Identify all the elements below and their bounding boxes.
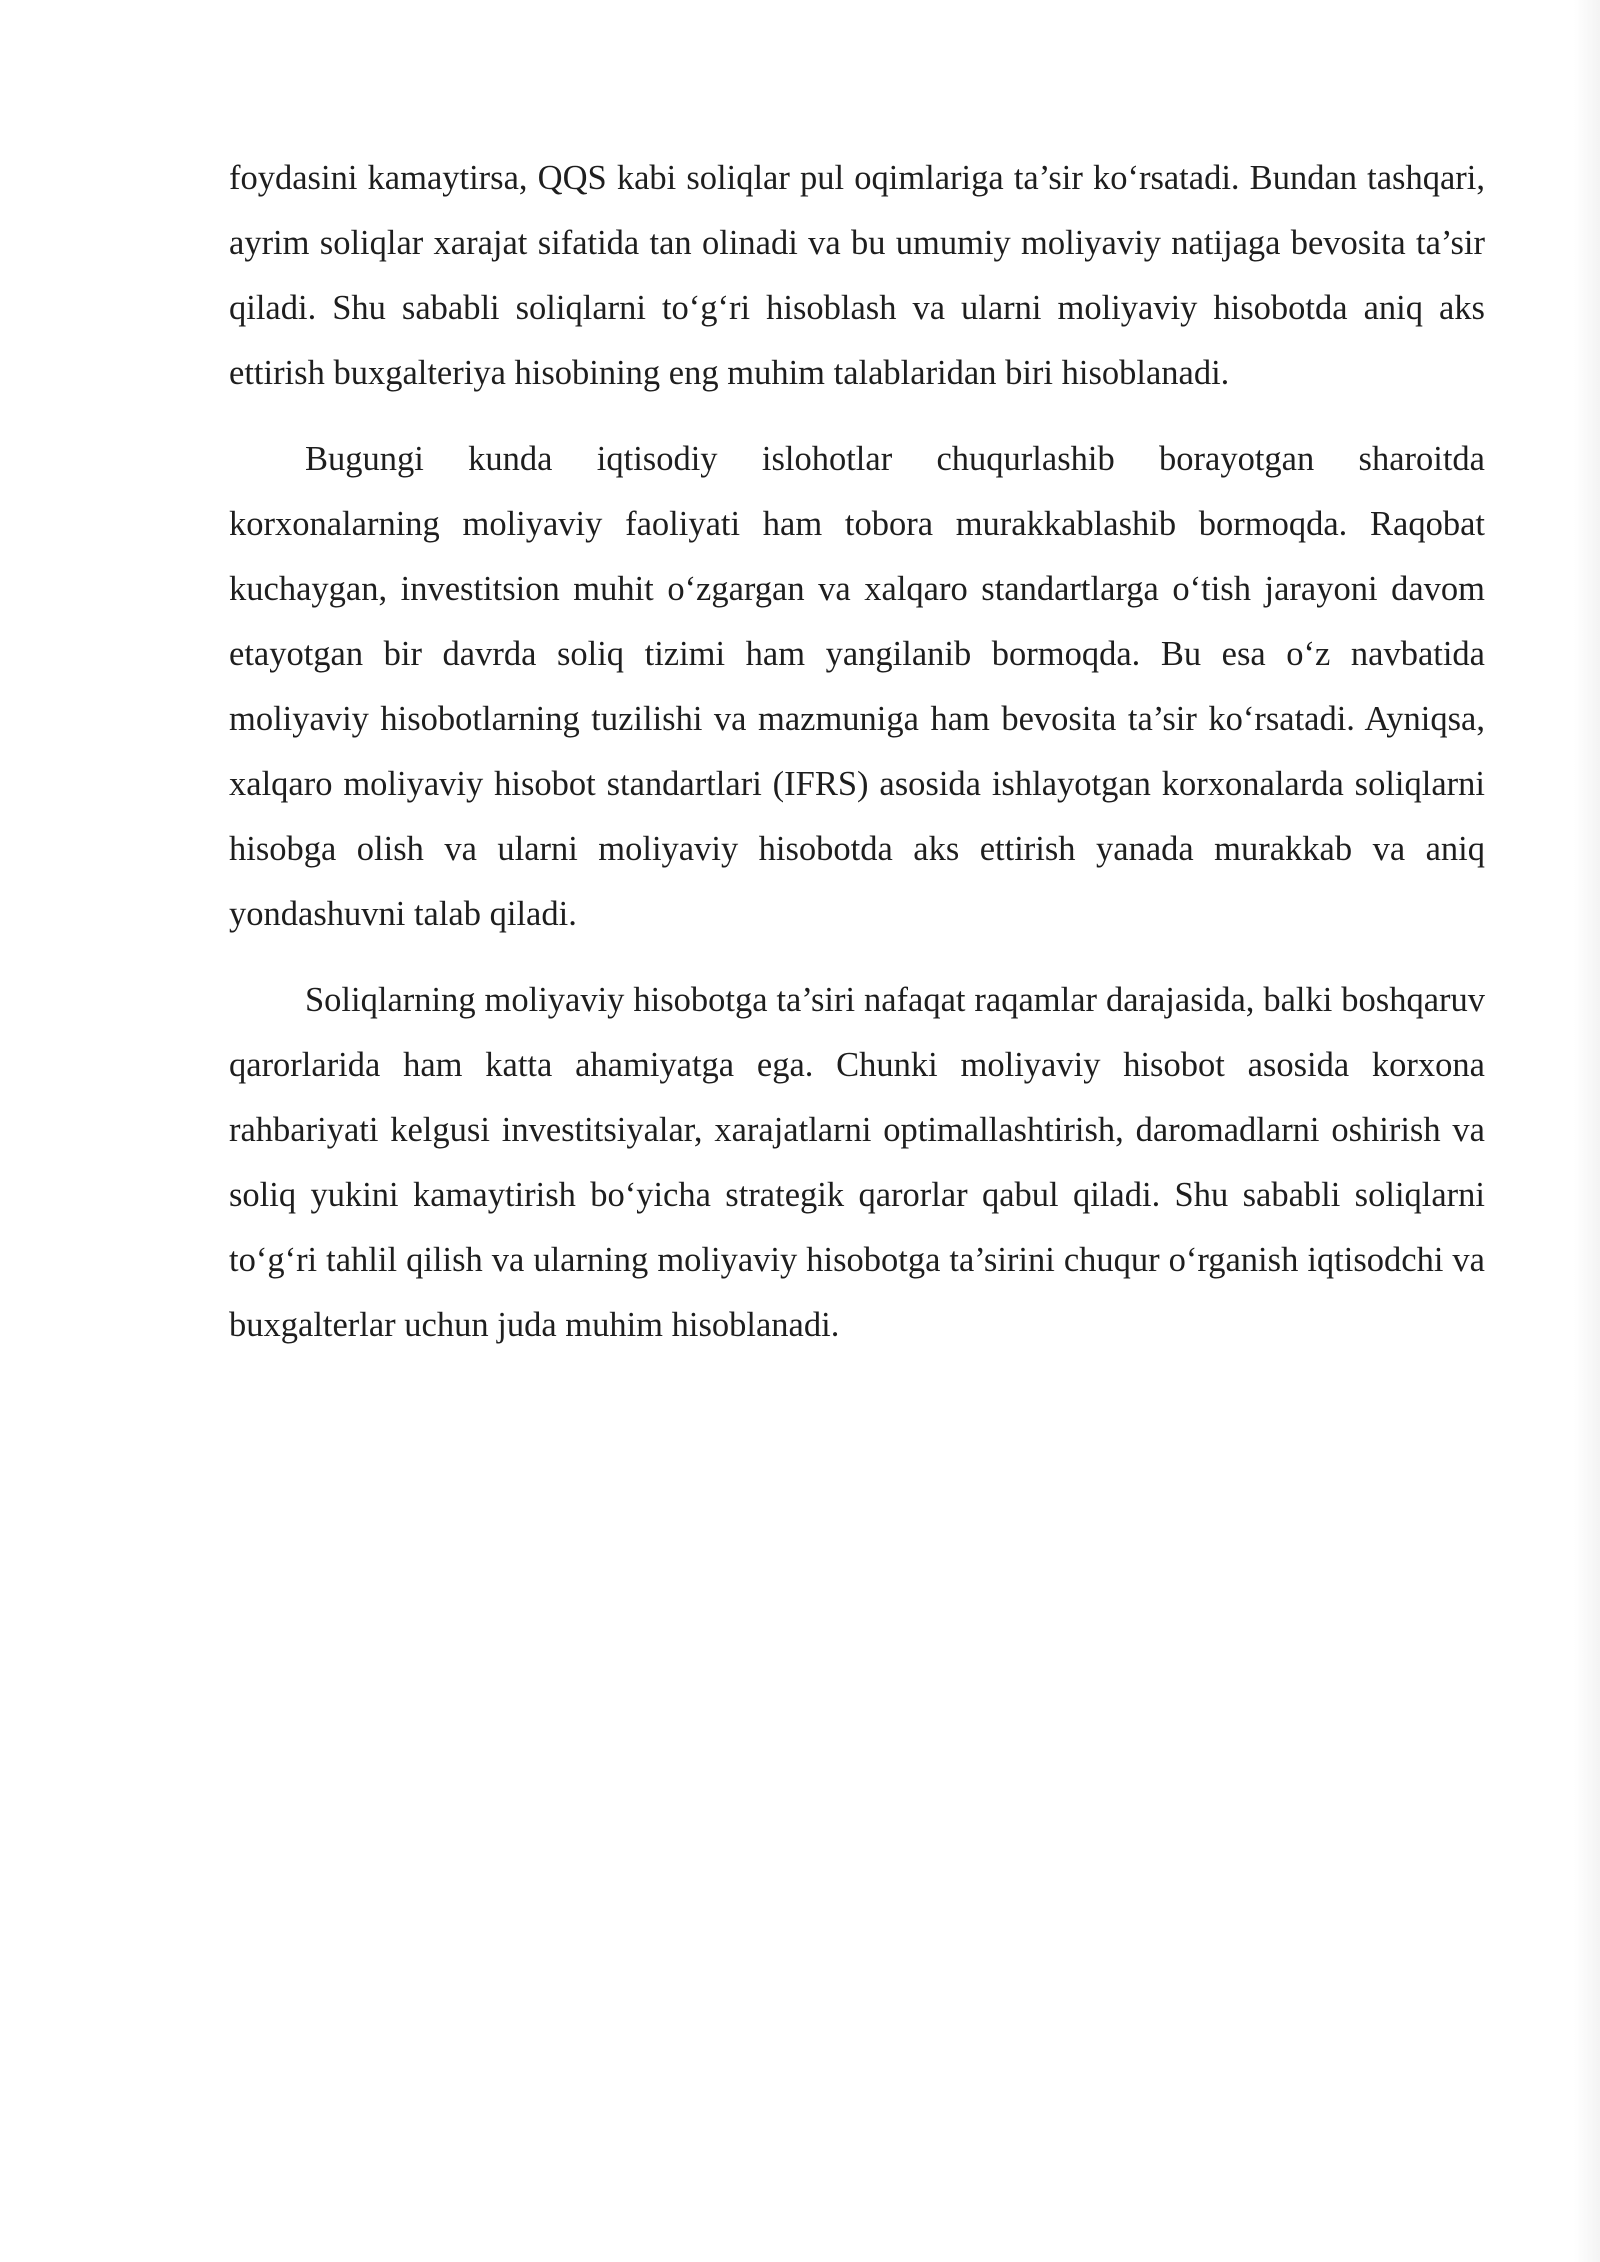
paragraph-2: Bugungi kunda iqtisodiy islohotlar chuqurlashib borayotgan sharoitda korxonalarning moliyaviy faoliyati ham tobora murakkablashib bormoqda. Raqobat kuchaygan, investitsion muhit o‘zgargan va xalqaro standartlarga o‘tish jarayoni davom etayotgan bir davrda soliq tizimi ham yangilanib bormoqda. Bu esa o‘z navbatida moliyaviy hisobotlarning tuzilishi va mazmuniga ham bevosita ta’sir ko‘rsatadi. Ayniqsa, xalqaro moliyaviy hisobot standartlari (IFRS) asosida ishlayotgan korxonalarda soliqlarni hisobga olish va ularni moliyaviy hisobotda aks ettirish yanada murakkab va aniq yondashuvni talab qiladi. xyxy=(229,440,1485,933)
document-body xyxy=(229,146,1485,1379)
paragraph-3: Soliqlarning moliyaviy hisobotga ta’siri nafaqat raqamlar darajasida, balki boshqaruv qarorlarida ham katta ahamiyatga ega. Chunki moliyaviy hisobot asosida korxona rahbariyati kelgusi investitsiyalar, xarajatlarni optimallashtirish, daromadlarni oshirish va soliq yukini kamaytirish bo‘yicha strategik qarorlar qabul qiladi. Shu sababli soliqlarni to‘g‘ri tahlil qilish va ularning moliyaviy hisobotga ta’sirini chuqur o‘rganish iqtisodchi va buxgalterlar uchun juda muhim hisoblanadi. xyxy=(229,981,1485,1344)
page-edge-shadow xyxy=(1574,0,1600,2262)
paragraph-1: foydasini kamaytirsa, QQS kabi soliqlar pul oqimlariga ta’sir ko‘rsatadi. Bundan tashqari, ayrim soliqlar xarajat sifatida tan olinadi va bu umumiy moliyaviy natijaga bevosita ta’sir qiladi. Shu sababli soliqlarni to‘g‘ri hisoblash va ularni moliyaviy hisobotda aniq aks ettirish buxgalteriya hisobining eng muhim talablaridan biri hisoblanadi. xyxy=(229,159,1485,392)
